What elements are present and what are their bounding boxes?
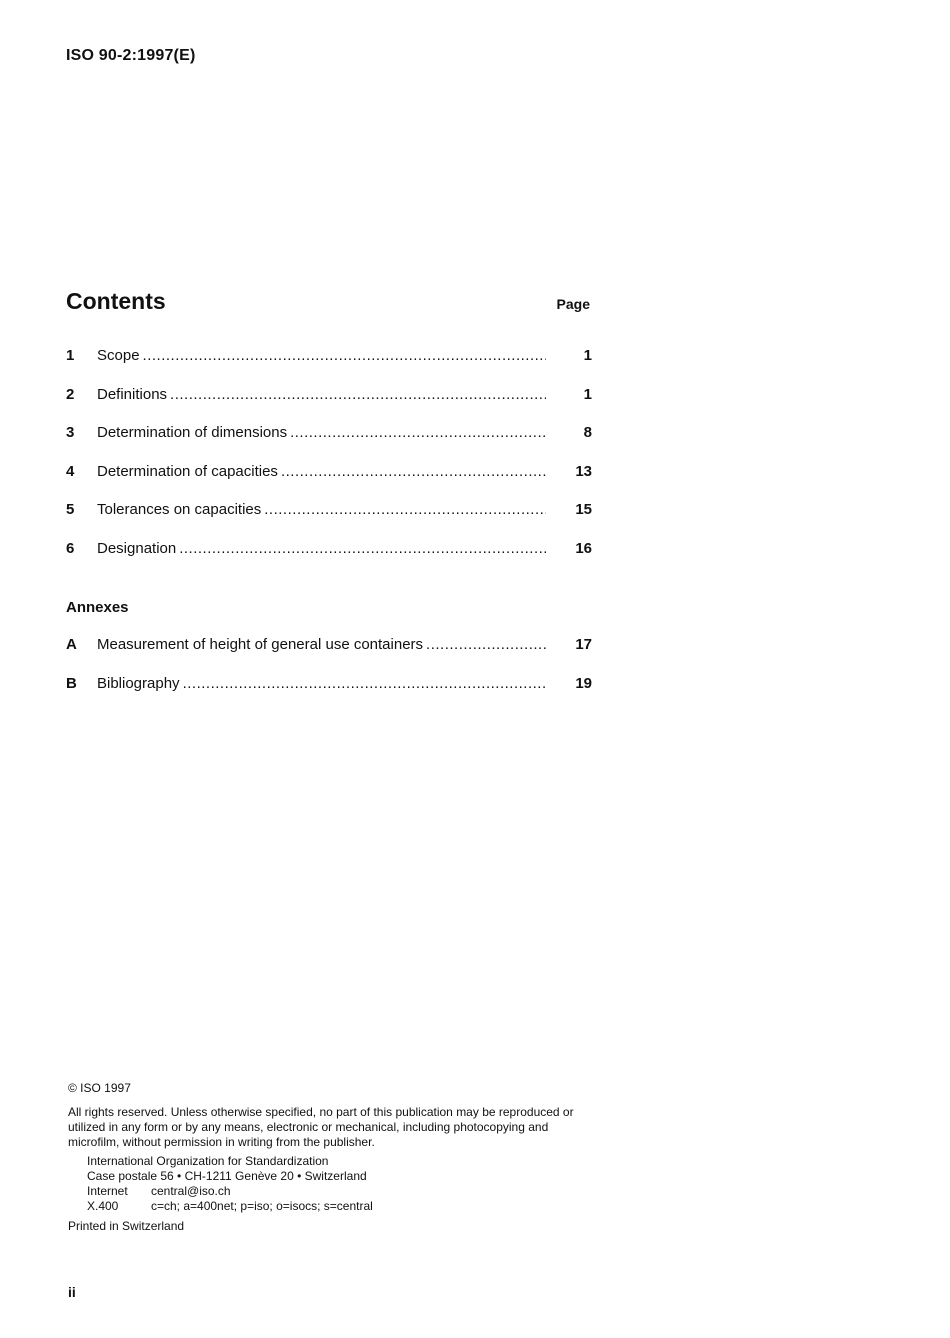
toc-entry-title: Bibliography: [97, 674, 180, 692]
toc-entry-title: Determination of dimensions: [97, 424, 288, 442]
rights-statement: All rights reserved. Unless otherwise specified, no part of this publication may be reproduced or utilized in any form or by any means, electronic or mechanical, including photocopying and microfilm, without permission in writing from the publisher.: [68, 1105, 574, 1149]
dot-leader: [426, 636, 546, 653]
contents-title: Contents: [66, 288, 166, 314]
publisher-address: [68, 1154, 598, 1214]
toc-entry-page: 13: [575, 462, 592, 480]
annexes-heading: Annexes: [66, 599, 129, 616]
annex-list: [66, 636, 592, 713]
copyright-notice: © ISO 1997: [68, 1081, 131, 1095]
dot-leader: [281, 463, 546, 480]
page-column-label: Page: [556, 296, 590, 312]
x400-label: X.400: [87, 1199, 119, 1213]
toc-entry-annex-b[interactable]: [66, 675, 592, 714]
toc-entry-page: 15: [575, 501, 592, 519]
toc-entry-number: 5: [66, 501, 75, 519]
toc-entry-tolerances[interactable]: [66, 501, 592, 540]
toc-entry-capacities[interactable]: [66, 463, 592, 502]
dot-leader: [179, 540, 546, 557]
dot-leader: [170, 386, 546, 403]
toc-entry-number: A: [66, 636, 77, 653]
organization-name: International Organization for Standardization: [87, 1154, 329, 1168]
internet-contact: [87, 1184, 598, 1199]
toc-entry-page: 8: [583, 424, 592, 442]
toc-entry-annex-a[interactable]: [66, 636, 592, 675]
toc-entry-page: 1: [583, 385, 592, 403]
dot-leader: [290, 424, 546, 441]
contents-header: [66, 288, 592, 318]
dot-leader: [143, 347, 546, 364]
toc-entry-number: 4: [66, 462, 75, 480]
toc-entry-scope[interactable]: [66, 347, 592, 386]
copyright-block: [68, 1081, 598, 1234]
toc-entry-title: Definitions: [97, 385, 168, 403]
internet-address[interactable]: central@iso.ch: [151, 1184, 231, 1198]
toc-entry-definitions[interactable]: [66, 386, 592, 425]
toc-entry-number: 6: [66, 539, 75, 557]
x400-address: c=ch; a=400net; p=iso; o=isocs; s=central: [151, 1199, 373, 1213]
dot-leader: [183, 675, 546, 692]
document-id: ISO 90-2:1997(E): [66, 47, 196, 64]
toc-entry-title: Scope: [97, 347, 140, 364]
page-number: ii: [68, 1284, 76, 1300]
toc-entry-title: Determination of capacities: [97, 462, 278, 480]
printed-in: Printed in Switzerland: [68, 1219, 185, 1233]
toc-entry-number: 3: [66, 424, 75, 442]
x400-contact: [87, 1199, 598, 1214]
postal-address: Case postale 56 • CH-1211 Genève 20 • Switzerland: [87, 1169, 367, 1183]
toc-entry-page: 19: [575, 674, 592, 692]
toc-list: [66, 347, 592, 579]
toc-entry-title: Measurement of height of general use containers: [97, 636, 424, 653]
toc-entry-number: 2: [66, 385, 75, 403]
toc-entry-title: Designation: [97, 539, 177, 557]
toc-entry-designation[interactable]: [66, 540, 592, 579]
toc-entry-number: 1: [66, 347, 75, 364]
toc-entry-dimensions[interactable]: [66, 424, 592, 463]
dot-leader: [264, 501, 546, 518]
toc-entry-page: 16: [575, 539, 592, 557]
toc-entry-title: Tolerances on capacities: [97, 501, 262, 519]
toc-entry-page: 17: [575, 636, 592, 653]
toc-entry-number: B: [66, 674, 77, 692]
toc-entry-page: 1: [583, 347, 592, 364]
internet-label: Internet: [87, 1184, 128, 1198]
